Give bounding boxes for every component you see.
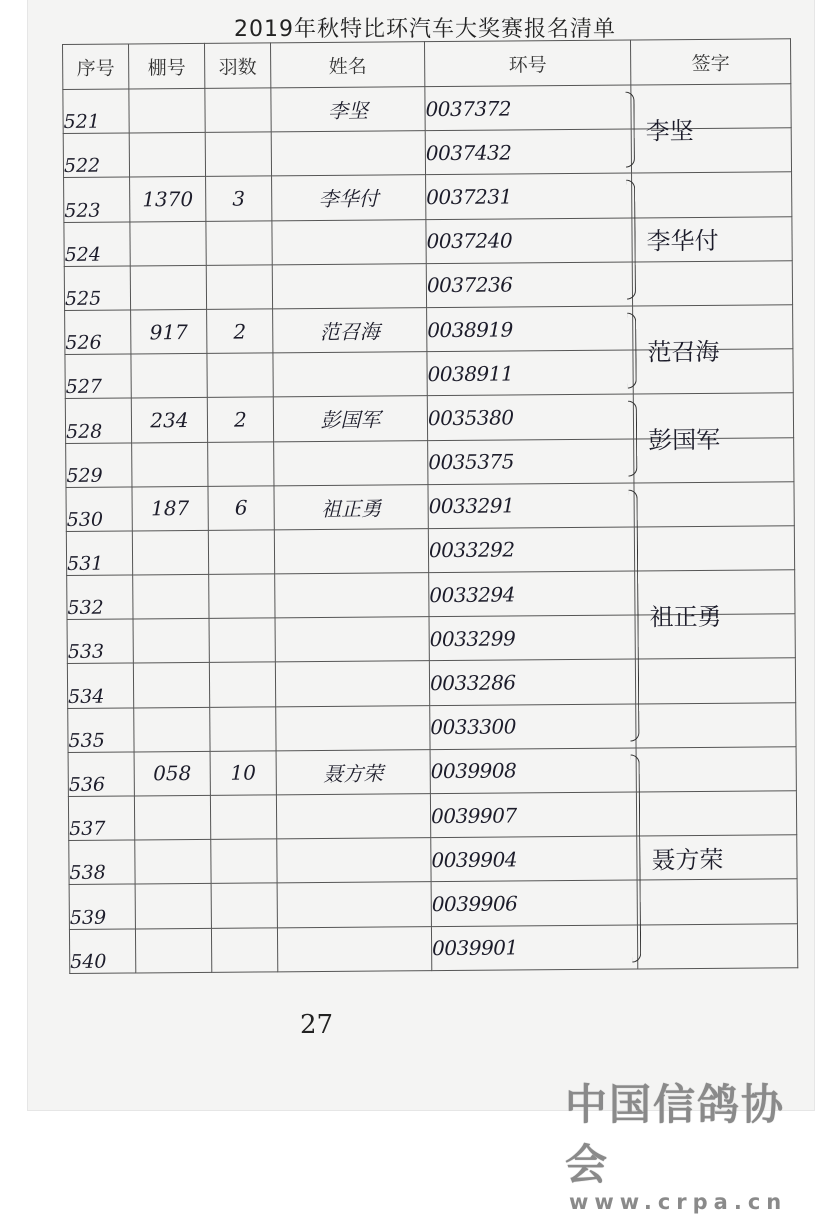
seq-cell: 536 — [68, 752, 134, 797]
signature-cell — [635, 658, 795, 703]
count-cell — [211, 839, 277, 884]
name-cell — [277, 926, 431, 971]
signature-text: 范召海 — [647, 337, 720, 367]
signature-text: 聂方荣 — [651, 845, 724, 875]
signature-cell — [637, 923, 797, 968]
name-cell — [276, 794, 430, 839]
count-cell: 3 — [206, 176, 272, 221]
ring-cell: 0039901 — [431, 925, 637, 971]
ring-cell: 0035375 — [428, 439, 634, 485]
signature-group — [632, 173, 791, 256]
seq-cell: 535 — [68, 708, 134, 753]
count-cell — [210, 795, 276, 840]
signature-cell — [631, 128, 791, 173]
table-row — [64, 261, 792, 311]
ring-cell: 0035380 — [427, 394, 633, 440]
table-row — [69, 923, 797, 973]
seq-cell: 525 — [64, 266, 130, 311]
loft-cell — [131, 353, 207, 398]
name-cell — [274, 440, 428, 485]
table-row — [64, 172, 792, 222]
signature-cell — [636, 791, 796, 836]
signature-cell — [636, 702, 796, 747]
name-cell: 李华付 — [272, 175, 426, 220]
loft-cell — [129, 133, 205, 178]
signature-cell — [632, 172, 792, 256]
seq-cell: 523 — [64, 177, 130, 222]
table-row — [65, 305, 793, 355]
name-cell — [274, 529, 428, 574]
loft-cell: 234 — [131, 398, 207, 443]
name-cell — [277, 882, 431, 927]
loft-cell — [134, 707, 210, 752]
signature-cell — [634, 437, 794, 482]
count-cell — [209, 574, 275, 619]
loft-cell — [135, 928, 211, 973]
header-signature: 签字 — [630, 39, 790, 85]
seq-cell: 522 — [63, 133, 129, 178]
ring-cell: 0033291 — [428, 483, 634, 529]
seq-cell: 531 — [66, 531, 132, 576]
count-cell: 2 — [207, 397, 273, 442]
count-cell — [206, 220, 272, 265]
name-cell — [275, 661, 429, 706]
name-cell — [275, 617, 429, 662]
seq-cell: 527 — [65, 354, 131, 399]
count-cell — [208, 530, 274, 575]
loft-cell — [129, 88, 205, 133]
loft-cell — [130, 265, 206, 310]
table-row — [65, 349, 793, 399]
seq-cell: 539 — [69, 884, 135, 929]
count-cell — [208, 441, 274, 486]
name-cell: 李坚 — [271, 87, 425, 132]
ring-cell: 0039907 — [430, 792, 636, 838]
loft-cell — [134, 795, 210, 840]
ring-cell: 0038911 — [427, 350, 633, 396]
watermark-name: 中国信鸽协会 — [565, 1080, 786, 1189]
count-cell — [207, 353, 273, 398]
table-row — [69, 879, 797, 929]
name-cell: 彭国军 — [273, 396, 427, 441]
signature-group — [633, 305, 792, 367]
loft-cell — [135, 884, 211, 929]
name-cell — [272, 219, 426, 264]
count-cell: 2 — [207, 309, 273, 354]
loft-cell: 058 — [134, 751, 210, 796]
loft-cell: 917 — [131, 309, 207, 354]
name-cell — [273, 352, 427, 397]
count-cell — [211, 883, 277, 928]
name-cell: 范召海 — [273, 308, 427, 353]
signature-group — [634, 394, 793, 455]
signature-cell — [633, 305, 793, 367]
name-cell: 祖正勇 — [274, 484, 428, 529]
header-loft: 棚号 — [129, 43, 205, 89]
loft-cell — [132, 442, 208, 487]
signature-text: 祖正勇 — [649, 602, 722, 632]
ring-cell: 0033294 — [429, 571, 635, 617]
name-cell: 聂方荣 — [276, 749, 430, 794]
count-cell — [205, 88, 271, 133]
loft-cell — [132, 530, 208, 575]
count-cell — [206, 265, 272, 310]
signature-cell — [632, 261, 792, 306]
table-row — [69, 835, 797, 885]
seq-cell: 533 — [67, 619, 133, 664]
registration-table — [62, 38, 798, 973]
seq-cell: 534 — [67, 663, 133, 708]
header-count: 羽数 — [204, 43, 270, 89]
ring-cell: 0039908 — [430, 748, 636, 794]
signature-text: 李坚 — [645, 117, 694, 146]
seq-cell: 526 — [65, 310, 131, 355]
signature-cell — [632, 216, 792, 261]
table-body — [63, 84, 798, 973]
name-cell — [272, 263, 426, 308]
seq-cell: 532 — [67, 575, 133, 620]
ring-cell: 0039904 — [431, 836, 637, 882]
watermark-url: www.crpa.cn — [569, 1190, 788, 1214]
table-row — [63, 128, 791, 178]
ring-cell: 0038919 — [427, 306, 633, 352]
count-cell — [209, 662, 275, 707]
seq-cell: 538 — [69, 840, 135, 885]
header-name: 姓名 — [270, 42, 424, 88]
signature-cell — [635, 570, 795, 615]
signature-cell — [633, 393, 793, 455]
signature-text: 李华付 — [646, 227, 719, 256]
name-cell — [271, 131, 425, 176]
table-row — [67, 658, 795, 708]
seq-cell: 529 — [66, 442, 132, 487]
count-cell: 10 — [210, 751, 276, 796]
table-row — [66, 526, 794, 576]
seq-cell: 521 — [63, 89, 129, 134]
count-cell — [209, 618, 275, 663]
signature-cell — [636, 747, 796, 875]
table-row — [64, 216, 792, 266]
ring-cell: 0037240 — [426, 218, 632, 264]
loft-cell — [135, 840, 211, 885]
loft-cell — [133, 663, 209, 708]
seq-cell: 530 — [66, 487, 132, 532]
signature-cell — [631, 84, 791, 146]
table-row — [63, 84, 791, 134]
ring-cell: 0037432 — [425, 129, 631, 175]
count-cell — [210, 706, 276, 751]
name-cell — [275, 573, 429, 618]
loft-cell — [130, 221, 206, 266]
table-row — [67, 570, 795, 620]
seq-cell: 524 — [64, 222, 130, 267]
signature-cell — [633, 349, 793, 394]
header-ring: 环号 — [424, 40, 630, 87]
signature-group — [631, 84, 790, 146]
loft-cell — [133, 619, 209, 664]
signature-cell — [634, 481, 794, 632]
seq-cell: 540 — [69, 929, 135, 974]
table-row — [65, 393, 793, 443]
signature-cell — [634, 526, 794, 571]
loft-cell: 1370 — [130, 177, 206, 222]
signature-cell — [635, 614, 795, 659]
ring-cell: 0033292 — [428, 527, 634, 573]
table-row — [66, 481, 794, 531]
seq-cell: 537 — [68, 796, 134, 841]
table-row — [68, 702, 796, 752]
name-cell — [277, 838, 431, 883]
ring-cell: 0039906 — [431, 880, 637, 926]
header-seq: 序号 — [63, 44, 129, 90]
table-row — [68, 791, 796, 841]
ring-cell: 0033300 — [430, 704, 636, 750]
seq-cell: 528 — [65, 398, 131, 443]
signature-text: 彭国军 — [648, 426, 721, 455]
table-row — [66, 437, 794, 487]
ring-cell: 0033286 — [429, 659, 635, 705]
signature-cell — [637, 879, 797, 924]
count-cell — [205, 132, 271, 177]
ring-cell: 0037231 — [426, 173, 632, 219]
table-row — [67, 614, 795, 664]
loft-cell — [133, 574, 209, 619]
table-row — [68, 747, 796, 797]
loft-cell: 187 — [132, 486, 208, 531]
watermark — [565, 1072, 815, 1214]
name-cell — [276, 705, 430, 750]
signature-group — [634, 482, 793, 632]
ring-cell: 0037372 — [425, 85, 631, 131]
table-header-row — [63, 39, 791, 90]
page-number: 27 — [300, 1010, 334, 1040]
count-cell: 6 — [208, 486, 274, 531]
ring-cell: 0037236 — [426, 262, 632, 308]
count-cell — [211, 927, 277, 972]
ring-cell: 0033299 — [429, 615, 635, 661]
signature-group — [637, 747, 796, 875]
document-title: 2019年秋特比环汽车大奖赛报名清单 — [234, 17, 616, 42]
signature-cell — [637, 835, 797, 880]
